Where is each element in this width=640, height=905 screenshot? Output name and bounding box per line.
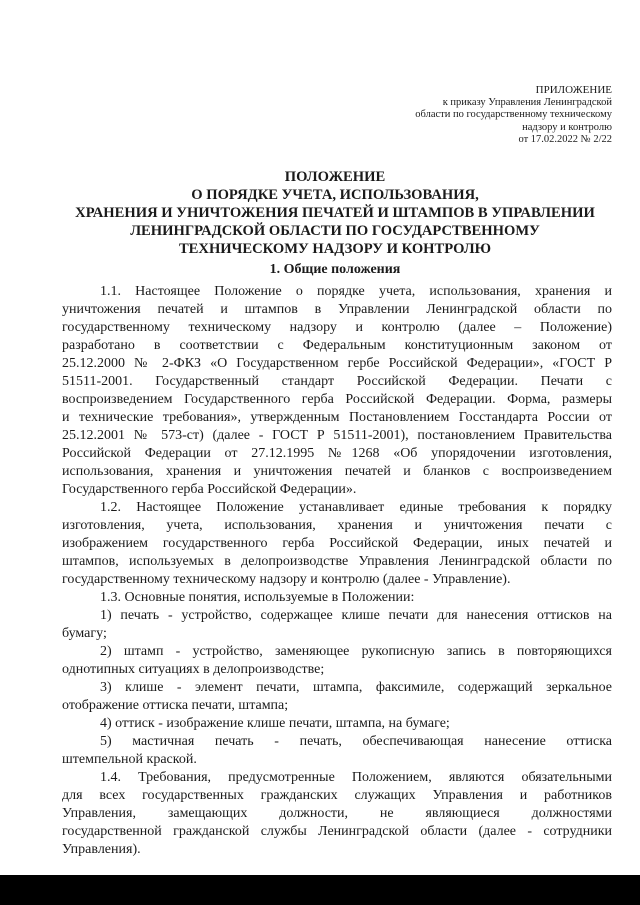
body-line: разработано в соответствии с Федеральным конституционным законом от (62, 338, 612, 353)
body-line: государственному техническому надзору и контролю (далее - Управление). (62, 572, 511, 587)
body-line: 1.2. Настоящее Положение устанавливает единые требования к порядку (100, 500, 612, 515)
body-line: изготовления, учета, использования, хранения и уничтожения печати с (62, 518, 612, 533)
body-line: Российской Федерации от 27.12.1995 №1268 «Об упорядочении изготовления, (62, 446, 612, 461)
title-line: ХРАНЕНИЯ И УНИЧТОЖЕНИЯ ПЕЧАТЕЙ И ШТАМПОВ В УПРАВЛЕНИИ (75, 205, 595, 221)
appendix-date: от 17.02.2022 № 2/22 (518, 134, 612, 145)
section-heading: 1. Общие положения (269, 262, 401, 277)
body-line: Управления, замещающих должности, не являющиеся должностями (62, 806, 612, 821)
title-line: ТЕХНИЧЕСКОМУ НАДЗОРУ И КОНТРОЛЮ (178, 241, 492, 257)
body-line: 4) оттиск - изображение клише печати, штампа, на бумаге; (100, 716, 450, 731)
title-line: ЛЕНИНГРАДСКОЙ ОБЛАСТИ ПО ГОСУДАРСТВЕННОМУ (130, 223, 540, 239)
body-line: штампов, используемых в делопроизводстве Управления Ленинградской области по (62, 554, 612, 569)
body-line: 5) мастичная печать - печать, обеспечивающая нанесение оттиска (100, 734, 612, 749)
body-line: 1.4. Требования, предусмотренные Положением, являются обязательными (100, 770, 612, 785)
body-line: штемпельной краской. (62, 752, 197, 767)
body-line: изображением государственного герба Российской Федерации, иных печатей и (62, 536, 612, 551)
appendix-line: к приказу Управления Ленинградской (442, 96, 612, 108)
body-line: использования, хранения и уничтожения печатей и бланков с воспроизведением (62, 464, 612, 479)
body-line: 1.1. Настоящее Положение о порядке учета, использования, хранения и (100, 284, 612, 299)
body-line: и технические требования», утвержденным Постановлением Госстандарта России от (62, 410, 612, 425)
body-line: воспроизведением Государственного герба Российской Федерации. Форма, размеры (62, 392, 612, 407)
body-line: Государственного герба Российской Федерации». (62, 482, 357, 497)
body-line: 51511-2001. Государственный стандарт Российской Федерации. Печати с (62, 374, 612, 389)
title-line: О ПОРЯДКЕ УЧЕТА, ИСПОЛЬЗОВАНИЯ, (191, 187, 479, 203)
body-line: 3) клише - элемент печати, штампа, факсимиле, содержащий зеркальное (100, 680, 612, 695)
body-line: 2) штамп - устройство, заменяющее рукописную запись в повторяющихся (100, 644, 612, 659)
body-line: государственному техническому надзору и контролю (далее – Положение) (62, 320, 612, 335)
appendix-line: области по государственному техническому (415, 109, 612, 120)
body-line: для всех государственных гражданских служащих Управления и работников (62, 788, 612, 803)
body-line: Управления). (62, 842, 141, 857)
body-line: государственной гражданской службы Ленинградской области (далее - сотрудники (62, 824, 612, 839)
appendix-line: надзору и контролю (522, 121, 612, 133)
body-line: бумагу; (62, 626, 107, 641)
body-line: отображение оттиска печати, штампа; (62, 698, 289, 713)
appendix-label: ПРИЛОЖЕНИЕ (535, 84, 612, 96)
body-line: 1) печать - устройство, содержащее клише печати для нанесения оттисков на (100, 608, 612, 623)
body-line: 25.12.2000 № 2-ФКЗ «О Государственном гербе Российской Федерации», «ГОСТ Р (62, 356, 612, 371)
body-line: 25.12.2001 № 573-ст) (далее - ГОСТ Р 51511-2001), постановлением Правительства (62, 428, 612, 443)
body-line: 1.3. Основные понятия, используемые в Положении: (100, 590, 415, 605)
body-line: однотипных ситуациях в делопроизводстве; (62, 662, 325, 677)
document-title (55, 168, 615, 258)
title-line: ПОЛОЖЕНИЕ (284, 169, 386, 185)
appendix-header (352, 84, 612, 147)
scan-bottom-border (0, 875, 640, 905)
body-line: уничтожения печатей и штампов в Управлении Ленинградской области по (62, 302, 612, 317)
document-body (62, 283, 612, 859)
